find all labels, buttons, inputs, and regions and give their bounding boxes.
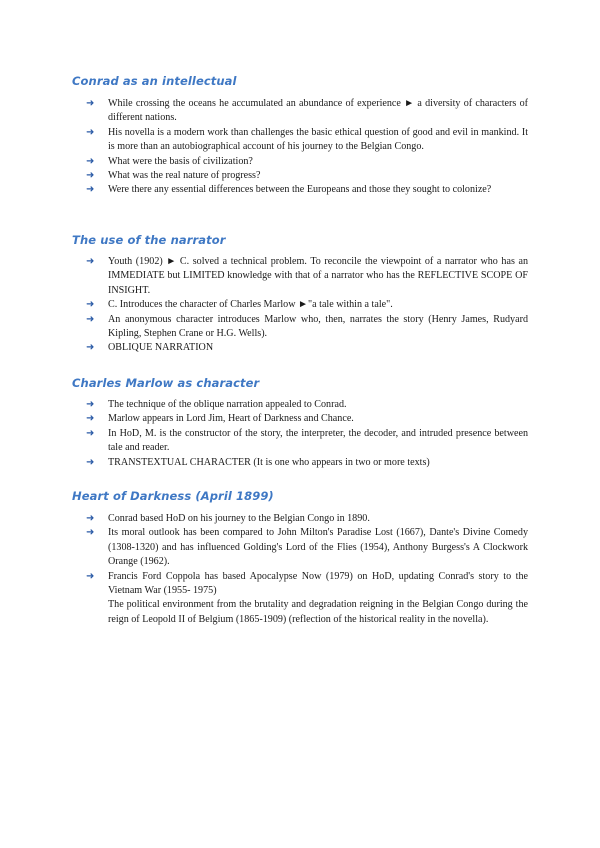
list-item: ➜ Were there any essential differences between the Europeans and those they sought to colonize?: [86, 183, 528, 197]
list-item-continuation: The political environment from the brutality and degradation reigning in the Belgian Congo during the reign of Leopold II of Belgium (1865-1909) (reflection of the historical reality in the novella).: [108, 599, 528, 625]
arrow-right-icon: ➜: [86, 570, 95, 582]
list-item: ➜ What was the real nature of progress?: [86, 169, 528, 183]
list-item: ➜ While crossing the oceans he accumulated an abundance of experience ► a diversity of characters of different nations.: [86, 98, 528, 124]
list-item: ➜ His novella is a modern work than challenges the basic ethical question of good and evil in mankind. It is more than an autobiographical account of his journey to the Belgian Congo.: [86, 126, 528, 153]
bullet-list-conrad-intellectual: [86, 97, 528, 198]
list-item: ➜ In HoD, M. is the constructor of the story, the interpreter, the decoder, and intruded presence between tale and reader.: [86, 427, 528, 454]
arrow-right-icon: ➜: [86, 413, 95, 425]
arrow-right-icon: ➜: [86, 456, 95, 468]
arrow-right-icon: ➜: [86, 256, 95, 267]
list-item: ➜ Its moral outlook has been compared to John Milton's Paradise Lost (1667), Dante's Divine Comedy (1308-1320) and has influenced Golding's Lord of the Flies (1954), Anthony Burgess's A Clockwork Orange (1962).: [86, 527, 528, 568]
list-item: ➜ Conrad based HoD on his journey to the Belgian Congo in 1890.: [86, 512, 528, 526]
arrow-right-icon: ➜: [86, 342, 95, 354]
arrow-right-icon: ➜: [86, 170, 95, 182]
arrow-right-icon: ➜: [86, 126, 95, 138]
section-heading-heart-of-darkness: Heart of Darkness (April 1899): [72, 489, 274, 503]
arrow-right-icon: ➜: [86, 184, 95, 196]
list-item: ➜ TRANSTEXTUAL CHARACTER (It is one who appears in two or more texts): [86, 456, 528, 470]
list-item: ➜ An anonymous character introduces Marlow who, then, narrates the story (Henry James, Rudyard Kipling, Stephen Crane or H.G. Wells).: [86, 313, 528, 340]
arrow-right-icon: ➜: [86, 155, 95, 167]
section-heading-narrator: The use of the narrator: [72, 233, 226, 247]
list-item: ➜ OBLIQUE NARRATION: [86, 341, 528, 355]
list-item: ➜ The technique of the oblique narration appealed to Conrad.: [86, 398, 528, 412]
arrow-right-icon: ➜: [86, 527, 95, 539]
list-item: ➜ C. Introduces the character of Charles Marlow ►"a tale within a tale".: [86, 298, 528, 312]
list-item: ➜ Francis Ford Coppola has based Apocalypse Now (1979) on HoD, updating Conrad's story to the Vietnam War (1955- 1975): [86, 570, 528, 597]
arrow-right-icon: ➜: [86, 427, 95, 439]
bullet-list-heart-of-darkness: [86, 512, 528, 627]
list-item: ➜ What were the basis of civilization?: [86, 155, 528, 169]
arrow-right-icon: ➜: [86, 299, 95, 311]
bullet-list-marlow: [86, 398, 528, 470]
arrow-right-icon: ➜: [86, 98, 95, 109]
arrow-right-icon: ➜: [86, 313, 95, 325]
arrow-right-icon: ➜: [86, 513, 95, 524]
list-item: ➜ Youth (1902) ► C. solved a technical problem. To reconcile the viewpoint of a narrator who has an IMMEDIATE but LIMITED knowledge with that of a narrator who has the REFLECTIVE SCOPE OF INSIGHT.: [86, 256, 528, 296]
section-heading-marlow: Charles Marlow as character: [72, 376, 260, 390]
section-heading-conrad-intellectual: Conrad as an intellectual: [72, 74, 237, 88]
arrow-right-icon: ➜: [86, 399, 95, 410]
bullet-list-narrator: [86, 255, 528, 356]
list-item: ➜ Marlow appears in Lord Jim, Heart of Darkness and Chance.: [86, 412, 528, 426]
